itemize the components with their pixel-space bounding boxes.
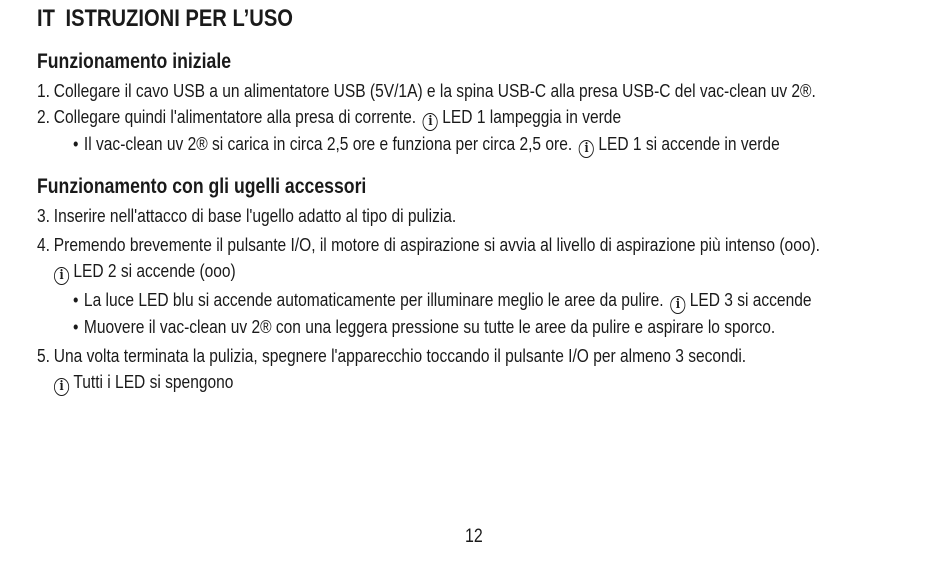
step-text: Inserire nell'attacco di base l'ugello adatto al tipo di pulizia. <box>53 205 457 226</box>
bullet-marker: • <box>73 133 79 154</box>
info-icon: i <box>423 113 438 131</box>
step-number: 3. <box>37 205 50 226</box>
info-icon: i <box>54 378 69 396</box>
page-number: 12 <box>465 526 483 547</box>
bullet-marker: • <box>73 289 79 310</box>
step-number: 1. <box>37 80 50 101</box>
language-code: IT <box>37 5 55 32</box>
step-number: 4. <box>37 234 50 255</box>
bullet-charging <box>73 132 914 156</box>
step-text: Una volta terminata la pulizia, spegnere l'apparecchio toccando il pulsante I/O per almeno 3 secondi. <box>53 345 747 366</box>
step-text: Premendo brevemente il pulsante I/O, il motore di aspirazione si avvia al livello di aspirazione più intenso (ooo). <box>53 234 820 255</box>
info-icon: i <box>670 296 685 314</box>
step-5 <box>37 344 881 368</box>
info-note: LED 2 si accende (ooo) <box>73 260 236 281</box>
bullet-move-device <box>73 315 909 339</box>
bullet-text: Muovere il vac-clean uv 2® con una leggera pressione su tutte le aree da pulire e aspirare lo sporco. <box>83 316 776 337</box>
step-5-info <box>54 370 268 394</box>
page-title: ISTRUZIONI PER L’USO <box>65 5 293 32</box>
info-note: LED 1 lampeggia in verde <box>442 106 622 127</box>
info-note: Tutti i LED si spengono <box>73 371 234 392</box>
step-number: 5. <box>37 345 50 366</box>
step-text: Collegare il cavo USB a un alimentatore USB (5V/1A) e la spina USB-C alla presa USB-C del vac-clean uv 2®. <box>53 80 816 101</box>
info-icon: i <box>54 267 69 285</box>
step-4-info <box>54 259 270 283</box>
step-4 <box>37 233 950 257</box>
info-icon: i <box>579 140 594 158</box>
step-1 <box>37 79 950 103</box>
step-text: Collegare quindi l'alimentatore alla presa di corrente. <box>53 106 417 127</box>
section-title-initial-operation: Funzionamento iniziale <box>37 50 232 73</box>
step-number: 2. <box>37 106 50 127</box>
step-2 <box>37 105 732 129</box>
bullet-text: La luce LED blu si accende automaticamente per illuminare meglio le aree da pulire. <box>83 289 664 310</box>
bullet-led-light <box>73 288 950 312</box>
info-note: LED 3 si accende <box>689 289 812 310</box>
section-title-accessory-nozzles: Funzionamento con gli ugelli accessori <box>37 175 367 198</box>
bullet-marker: • <box>73 316 79 337</box>
page-header <box>37 4 342 34</box>
bullet-text: Il vac-clean uv 2® si carica in circa 2,5 ore e funziona per circa 2,5 ore. <box>83 133 573 154</box>
step-3 <box>37 204 536 228</box>
info-note: LED 1 si accende in verde <box>598 133 780 154</box>
